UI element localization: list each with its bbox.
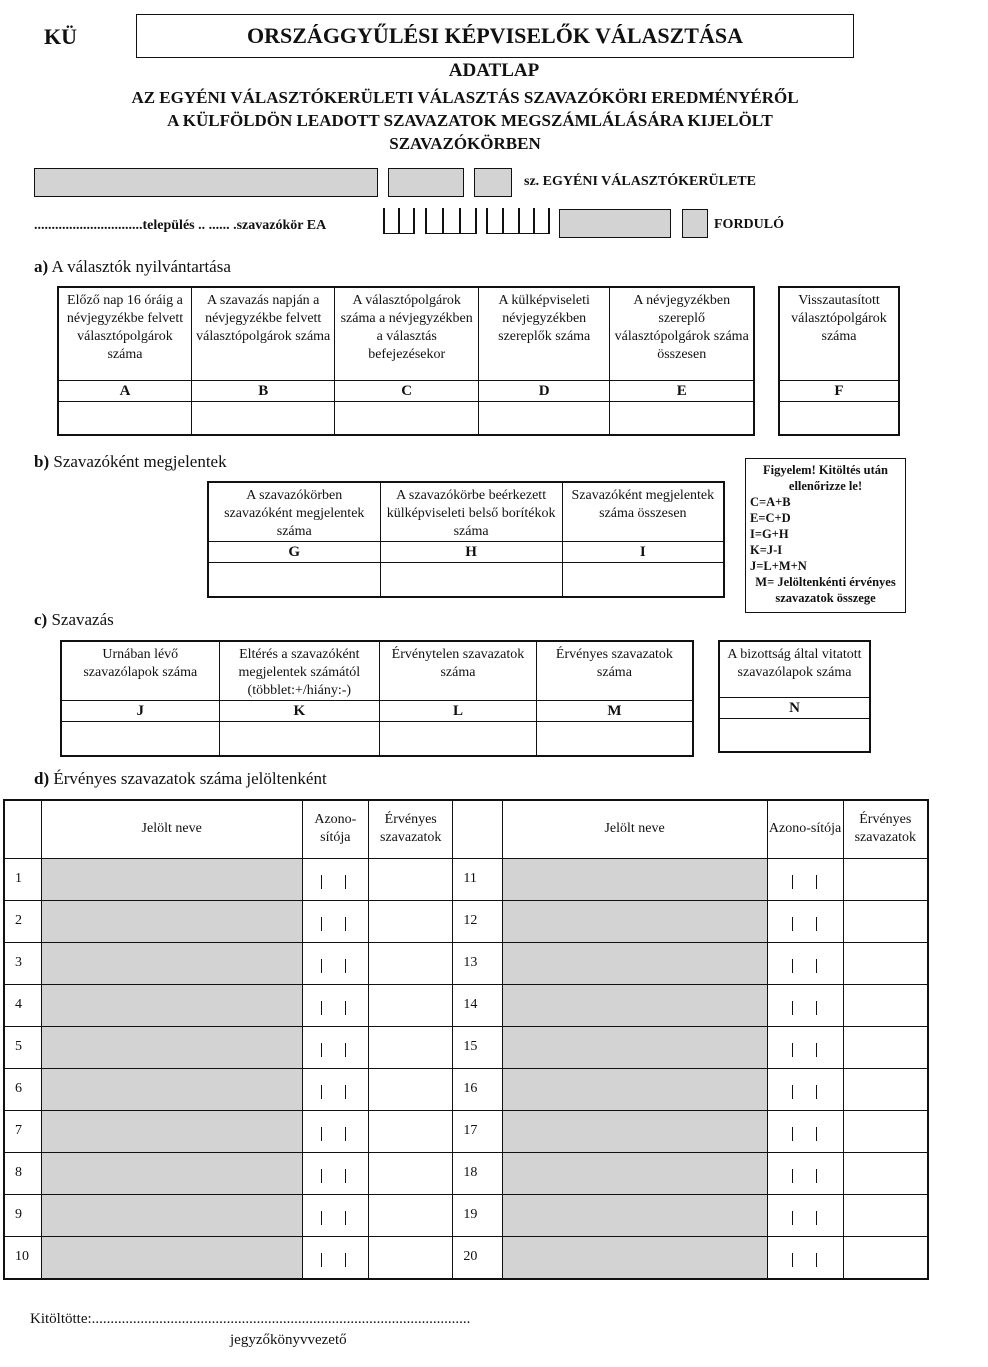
candidate-id-field[interactable] [767, 1026, 843, 1068]
candidate-name-field[interactable] [41, 1152, 302, 1194]
valid-votes-field[interactable] [369, 984, 453, 1026]
letter-j: J [61, 701, 219, 722]
candidate-name-field[interactable] [41, 900, 302, 942]
row-number: 18 [453, 1152, 502, 1194]
row-number: 5 [4, 1026, 41, 1068]
id-tick [792, 1253, 794, 1267]
row-number: 10 [4, 1236, 41, 1279]
row-number: 1 [4, 858, 41, 900]
table-a-extra [778, 286, 900, 436]
letter-f: F [779, 380, 899, 401]
subtitle-line-4: SZAVAZÓKÖRBEN [389, 134, 541, 153]
letter-m: M [536, 701, 693, 722]
notice-line-1: C=A+B [750, 495, 791, 509]
district-field-2[interactable] [474, 168, 512, 197]
table-row [4, 1068, 928, 1110]
candidate-id-field[interactable] [302, 1236, 368, 1279]
section-a-label: A választók nyilvántartása [51, 257, 231, 276]
candidate-name-field[interactable] [502, 1026, 767, 1068]
section-b-letter: b) [34, 452, 50, 471]
letter-b: B [191, 380, 334, 401]
input-k[interactable] [219, 722, 379, 756]
input-i[interactable] [562, 563, 724, 597]
input-d[interactable] [478, 401, 610, 435]
valid-votes-field[interactable] [369, 1236, 453, 1279]
round-label: FORDULÓ [714, 217, 784, 232]
id-tick [792, 1127, 794, 1141]
header-c: A választópolgárok száma a névjegyzékben a választás befejezésekor [335, 287, 478, 380]
candidate-id-field[interactable] [302, 1194, 368, 1236]
header-f: Visszautasított választópolgárok száma [779, 287, 899, 380]
candidate-id-field[interactable] [767, 858, 843, 900]
candidate-id-field[interactable] [767, 984, 843, 1026]
main-title: ORSZÁGGYŰLÉSI KÉPVISELŐK VÁLASZTÁSA [136, 14, 854, 58]
id-tick [816, 1043, 818, 1057]
subtitle-adatlap: ADATLAP [448, 60, 540, 81]
id-tick [321, 1043, 323, 1057]
candidate-name-field[interactable] [41, 1194, 302, 1236]
valid-votes-field[interactable] [843, 900, 928, 942]
right-num-header [453, 800, 502, 858]
recorder-role: jegyzőkönyvvezető [230, 1332, 347, 1348]
header-k: Eltérés a szavazóként megjelentek számától (többlet:+/hiány:-) [219, 641, 379, 701]
letter-n: N [719, 697, 870, 718]
id-tick [816, 1253, 818, 1267]
header-b: A szavazás napján a névjegyzékbe felvett választópolgárok száma [191, 287, 334, 380]
id-tick [345, 1169, 347, 1183]
left-name-header: Jelölt neve [41, 800, 302, 858]
ea-number-field-1[interactable] [425, 208, 477, 234]
section-c-label: Szavazás [51, 610, 114, 629]
table-row [4, 858, 928, 900]
id-tick [321, 959, 323, 973]
letter-e: E [610, 380, 754, 401]
id-tick [792, 959, 794, 973]
valid-votes-field[interactable] [843, 1026, 928, 1068]
letter-h: H [380, 542, 562, 563]
row-number: 14 [453, 984, 502, 1026]
id-tick [345, 959, 347, 973]
row-number: 15 [453, 1026, 502, 1068]
id-tick [816, 1169, 818, 1183]
id-tick [345, 1001, 347, 1015]
ea-number-field-2[interactable] [486, 208, 550, 234]
subtitle-line-2: AZ EGYÉNI VÁLASZTÓKERÜLETI VÁLASZTÁS SZAVAZÓKÖRI EREDMÉNYÉRŐL [131, 88, 799, 107]
input-a[interactable] [58, 401, 191, 435]
candidate-id-field[interactable] [767, 1152, 843, 1194]
section-d-label: Érvényes szavazatok száma jelöltenként [53, 769, 327, 788]
notice-title: Figyelem! Kitöltés után ellenőrizze le! [763, 463, 888, 493]
table-row [4, 984, 928, 1026]
id-tick [816, 959, 818, 973]
filled-by-line: Kitöltötte:..................................................................................................... [30, 1311, 471, 1327]
district-field-1[interactable] [388, 168, 464, 197]
notice-line-6: M= Jelöltenkénti érvényes szavazatok összege [755, 575, 896, 605]
valid-votes-field[interactable] [369, 858, 453, 900]
valid-votes-field[interactable] [843, 1236, 928, 1279]
right-name-header: Jelölt neve [502, 800, 767, 858]
valid-votes-field[interactable] [843, 1110, 928, 1152]
candidate-name-field[interactable] [502, 900, 767, 942]
row-number: 2 [4, 900, 41, 942]
section-c-title [34, 610, 114, 630]
table-row [4, 1152, 928, 1194]
id-tick [792, 1169, 794, 1183]
valid-votes-field[interactable] [843, 1194, 928, 1236]
valid-votes-field[interactable] [843, 984, 928, 1026]
row-number: 8 [4, 1152, 41, 1194]
id-tick [321, 1085, 323, 1099]
district-label: sz. EGYÉNI VÁLASZTÓKERÜLETE [524, 174, 756, 189]
input-e[interactable] [610, 401, 754, 435]
id-tick [345, 875, 347, 889]
candidate-name-field[interactable] [502, 1152, 767, 1194]
candidate-id-field[interactable] [302, 1152, 368, 1194]
id-tick [321, 1001, 323, 1015]
candidate-id-field[interactable] [767, 1194, 843, 1236]
header-d: A külképviseleti névjegyzékben szereplők száma [478, 287, 610, 380]
candidate-name-field[interactable] [502, 1068, 767, 1110]
valid-votes-field[interactable] [843, 942, 928, 984]
input-g[interactable] [208, 563, 380, 597]
table-row [4, 1236, 928, 1279]
input-h[interactable] [380, 563, 562, 597]
input-b[interactable] [191, 401, 334, 435]
table-c [60, 640, 694, 757]
settlement-label: ...............................település .. ...... .szavazókör EA [34, 218, 327, 233]
candidate-name-field[interactable] [41, 1236, 302, 1279]
input-c[interactable] [335, 401, 478, 435]
valid-votes-field[interactable] [369, 1026, 453, 1068]
id-tick [345, 1253, 347, 1267]
header-j: Urnában lévő szavazólapok száma [61, 641, 219, 701]
id-tick [321, 1169, 323, 1183]
candidate-name-field[interactable] [41, 942, 302, 984]
row-number: 20 [453, 1236, 502, 1279]
table-row [4, 942, 928, 984]
table-row [4, 1110, 928, 1152]
candidate-name-field[interactable] [502, 984, 767, 1026]
row-number: 3 [4, 942, 41, 984]
id-tick [345, 1211, 347, 1225]
right-votes-header: Érvényes szavazatok [843, 800, 928, 858]
input-l[interactable] [380, 722, 537, 756]
table-row [4, 1026, 928, 1068]
section-c-letter: c) [34, 610, 48, 629]
valid-votes-field[interactable] [369, 1194, 453, 1236]
row-number: 16 [453, 1068, 502, 1110]
id-tick [321, 1253, 323, 1267]
valid-votes-field[interactable] [369, 900, 453, 942]
id-tick [792, 917, 794, 931]
section-a-letter: a) [34, 257, 49, 276]
id-tick [792, 1085, 794, 1099]
header-l: Érvénytelen szavazatok száma [380, 641, 537, 701]
header-m: Érvényes szavazatok száma [536, 641, 693, 701]
input-n[interactable] [719, 718, 870, 752]
ea-code-field[interactable] [383, 208, 415, 234]
section-d-letter: d) [34, 769, 50, 788]
row-number: 7 [4, 1110, 41, 1152]
table-row [4, 900, 928, 942]
candidate-id-field[interactable] [767, 900, 843, 942]
letter-c: C [335, 380, 478, 401]
id-tick [321, 1211, 323, 1225]
header-n: A bizottság által vitatott szavazólapok száma [719, 641, 870, 697]
right-id-header: Azono-sítója [767, 800, 843, 858]
county-field[interactable] [34, 168, 378, 197]
notice-line-2: E=C+D [750, 511, 791, 525]
row-number: 11 [453, 858, 502, 900]
candidate-name-field[interactable] [41, 1068, 302, 1110]
row-number: 12 [453, 900, 502, 942]
row-number: 4 [4, 984, 41, 1026]
candidate-id-field[interactable] [302, 1068, 368, 1110]
subtitle-line-3: A KÜLFÖLDÖN LEADOTT SZAVAZATOK MEGSZÁMLÁLÁSÁRA KIJELÖLT [167, 111, 773, 130]
candidate-name-field[interactable] [41, 858, 302, 900]
candidate-id-field[interactable] [302, 858, 368, 900]
candidate-name-field[interactable] [502, 1194, 767, 1236]
notice-line-3: I=G+H [750, 527, 789, 541]
header-a: Előző nap 16 óráig a névjegyzékbe felvett választópolgárok száma [58, 287, 191, 380]
row-number: 6 [4, 1068, 41, 1110]
input-f[interactable] [779, 401, 899, 435]
candidate-id-field[interactable] [302, 900, 368, 942]
row-number: 17 [453, 1110, 502, 1152]
table-c-extra [718, 640, 871, 753]
candidate-id-field[interactable] [302, 1026, 368, 1068]
form-code: KÜ [44, 24, 77, 49]
id-tick [345, 917, 347, 931]
candidate-id-field[interactable] [302, 942, 368, 984]
row-number: 19 [453, 1194, 502, 1236]
valid-votes-field[interactable] [369, 942, 453, 984]
section-d-title [34, 769, 327, 789]
id-tick [792, 1001, 794, 1015]
candidate-name-field[interactable] [41, 984, 302, 1026]
id-tick [321, 1127, 323, 1141]
candidate-id-field[interactable] [767, 1110, 843, 1152]
id-tick [345, 1085, 347, 1099]
candidate-id-field[interactable] [302, 984, 368, 1026]
letter-g: G [208, 542, 380, 563]
valid-votes-field[interactable] [369, 1110, 453, 1152]
letter-l: L [380, 701, 537, 722]
candidate-id-field[interactable] [767, 1068, 843, 1110]
notice-line-4: K=J-I [750, 543, 783, 557]
ea-gray-field[interactable] [559, 209, 671, 238]
id-tick [792, 1211, 794, 1225]
left-id-header: Azono-sítója [302, 800, 368, 858]
valid-votes-field[interactable] [369, 1152, 453, 1194]
id-tick [792, 1043, 794, 1057]
header-e: A névjegyzékben szereplő választópolgárok száma összesen [610, 287, 754, 380]
round-field[interactable] [682, 209, 708, 238]
id-tick [321, 917, 323, 931]
header-i: Szavazóként megjelentek száma összesen [562, 482, 724, 542]
candidate-name-field[interactable] [502, 1236, 767, 1279]
header-h: A szavazókörbe beérkezett külképviseleti belső borítékok száma [380, 482, 562, 542]
candidate-name-field[interactable] [502, 1110, 767, 1152]
header-g: A szavazókörben szavazóként megjelentek száma [208, 482, 380, 542]
id-tick [816, 1085, 818, 1099]
id-tick [816, 875, 818, 889]
letter-k: K [219, 701, 379, 722]
table-b [207, 481, 725, 598]
id-tick [345, 1127, 347, 1141]
letter-d: D [478, 380, 610, 401]
id-tick [345, 1043, 347, 1057]
input-j[interactable] [61, 722, 219, 756]
candidate-name-field[interactable] [41, 1026, 302, 1068]
candidate-id-field[interactable] [767, 942, 843, 984]
valid-votes-field[interactable] [843, 858, 928, 900]
input-m[interactable] [536, 722, 693, 756]
section-b-title [34, 452, 227, 472]
left-votes-header: Érvényes szavazatok [369, 800, 453, 858]
valid-votes-field[interactable] [843, 1152, 928, 1194]
candidate-id-field[interactable] [302, 1110, 368, 1152]
row-number: 9 [4, 1194, 41, 1236]
id-tick [816, 1127, 818, 1141]
valid-votes-field[interactable] [369, 1068, 453, 1110]
section-a-title [34, 257, 231, 277]
table-row [4, 1194, 928, 1236]
id-tick [816, 1211, 818, 1225]
left-num-header [4, 800, 41, 858]
id-tick [792, 875, 794, 889]
candidate-table [3, 799, 929, 1280]
candidate-id-field[interactable] [767, 1236, 843, 1279]
section-b-label: Szavazóként megjelentek [53, 452, 227, 471]
notice-box [745, 458, 906, 613]
row-number: 13 [453, 942, 502, 984]
id-tick [816, 1001, 818, 1015]
valid-votes-field[interactable] [843, 1068, 928, 1110]
candidate-name-field[interactable] [502, 858, 767, 900]
id-tick [816, 917, 818, 931]
candidate-name-field[interactable] [502, 942, 767, 984]
table-a [57, 286, 755, 436]
notice-line-5: J=L+M+N [750, 559, 807, 573]
id-tick [321, 875, 323, 889]
candidate-name-field[interactable] [41, 1110, 302, 1152]
letter-i: I [562, 542, 724, 563]
letter-a: A [58, 380, 191, 401]
